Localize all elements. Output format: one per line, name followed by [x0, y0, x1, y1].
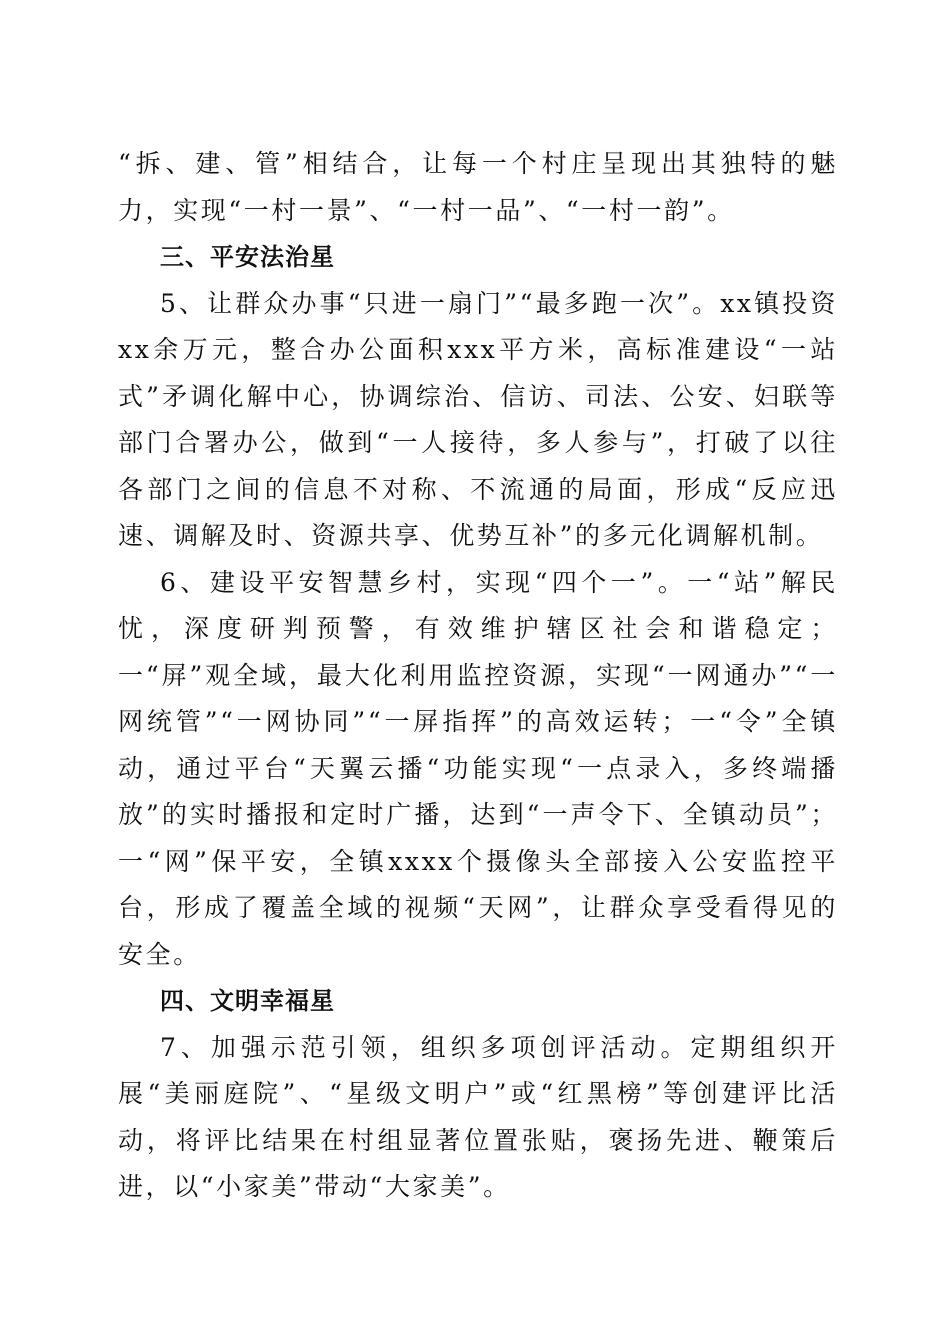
paragraph-continuation: “拆、建、管”相结合，让每一个村庄呈现出其独特的魅力，实现“一村一景”、“一村一品”、“一村一韵”。	[118, 149, 838, 225]
document-body	[118, 141, 838, 1211]
section-heading-ping-an-fa-zhi: 三、平安法治星	[160, 243, 335, 271]
paragraph-item-7: 7、加强示范引领，组织多项创评活动。定期组织开展“美丽庭院”、“星级文明户”或“红黑榜”等创建评比活动，将评比结果在村组显著位置张贴，褒扬先进、鞭策后进，以“小家美”带动“大家美”。	[118, 1032, 838, 1201]
paragraph-item-6: 6、建设平安智慧乡村，实现“四个一”。一“站”解民忧，深度研判预警，有效维护辖区社会和谐稳定；一“屏”观全域，最大化利用监控资源，实现“一网通办”“一网统管”“一网协同”“一屏指挥”的高效运转；一“令”全镇动，通过平台“天翼云播“功能实现“一点录入，多终端播放”的实时播报和定时广播，达到“一声令下、全镇动员”；一“网”保平安，全镇xxxx个摄像头全部接入公安监控平台，形成了覆盖全域的视频“天网”，让群众享受看得见的安全。	[118, 567, 838, 969]
paragraph-item-5: 5、让群众办事“只进一扇门”“最多跑一次”。xx镇投资xx余万元，整合办公面积xxx平方米，高标准建设“一站式”矛调化解中心，协调综治、信访、司法、公安、妇联等部门合署办公，做到“一人接待，多人参与”，打破了以往各部门之间的信息不对称、不流通的局面，形成“反应迅速、调解及时、资源共享、优势互补”的多元化调解机制。	[118, 288, 838, 550]
section-heading-wen-ming-xing-fu: 四、文明幸福星	[160, 987, 335, 1015]
